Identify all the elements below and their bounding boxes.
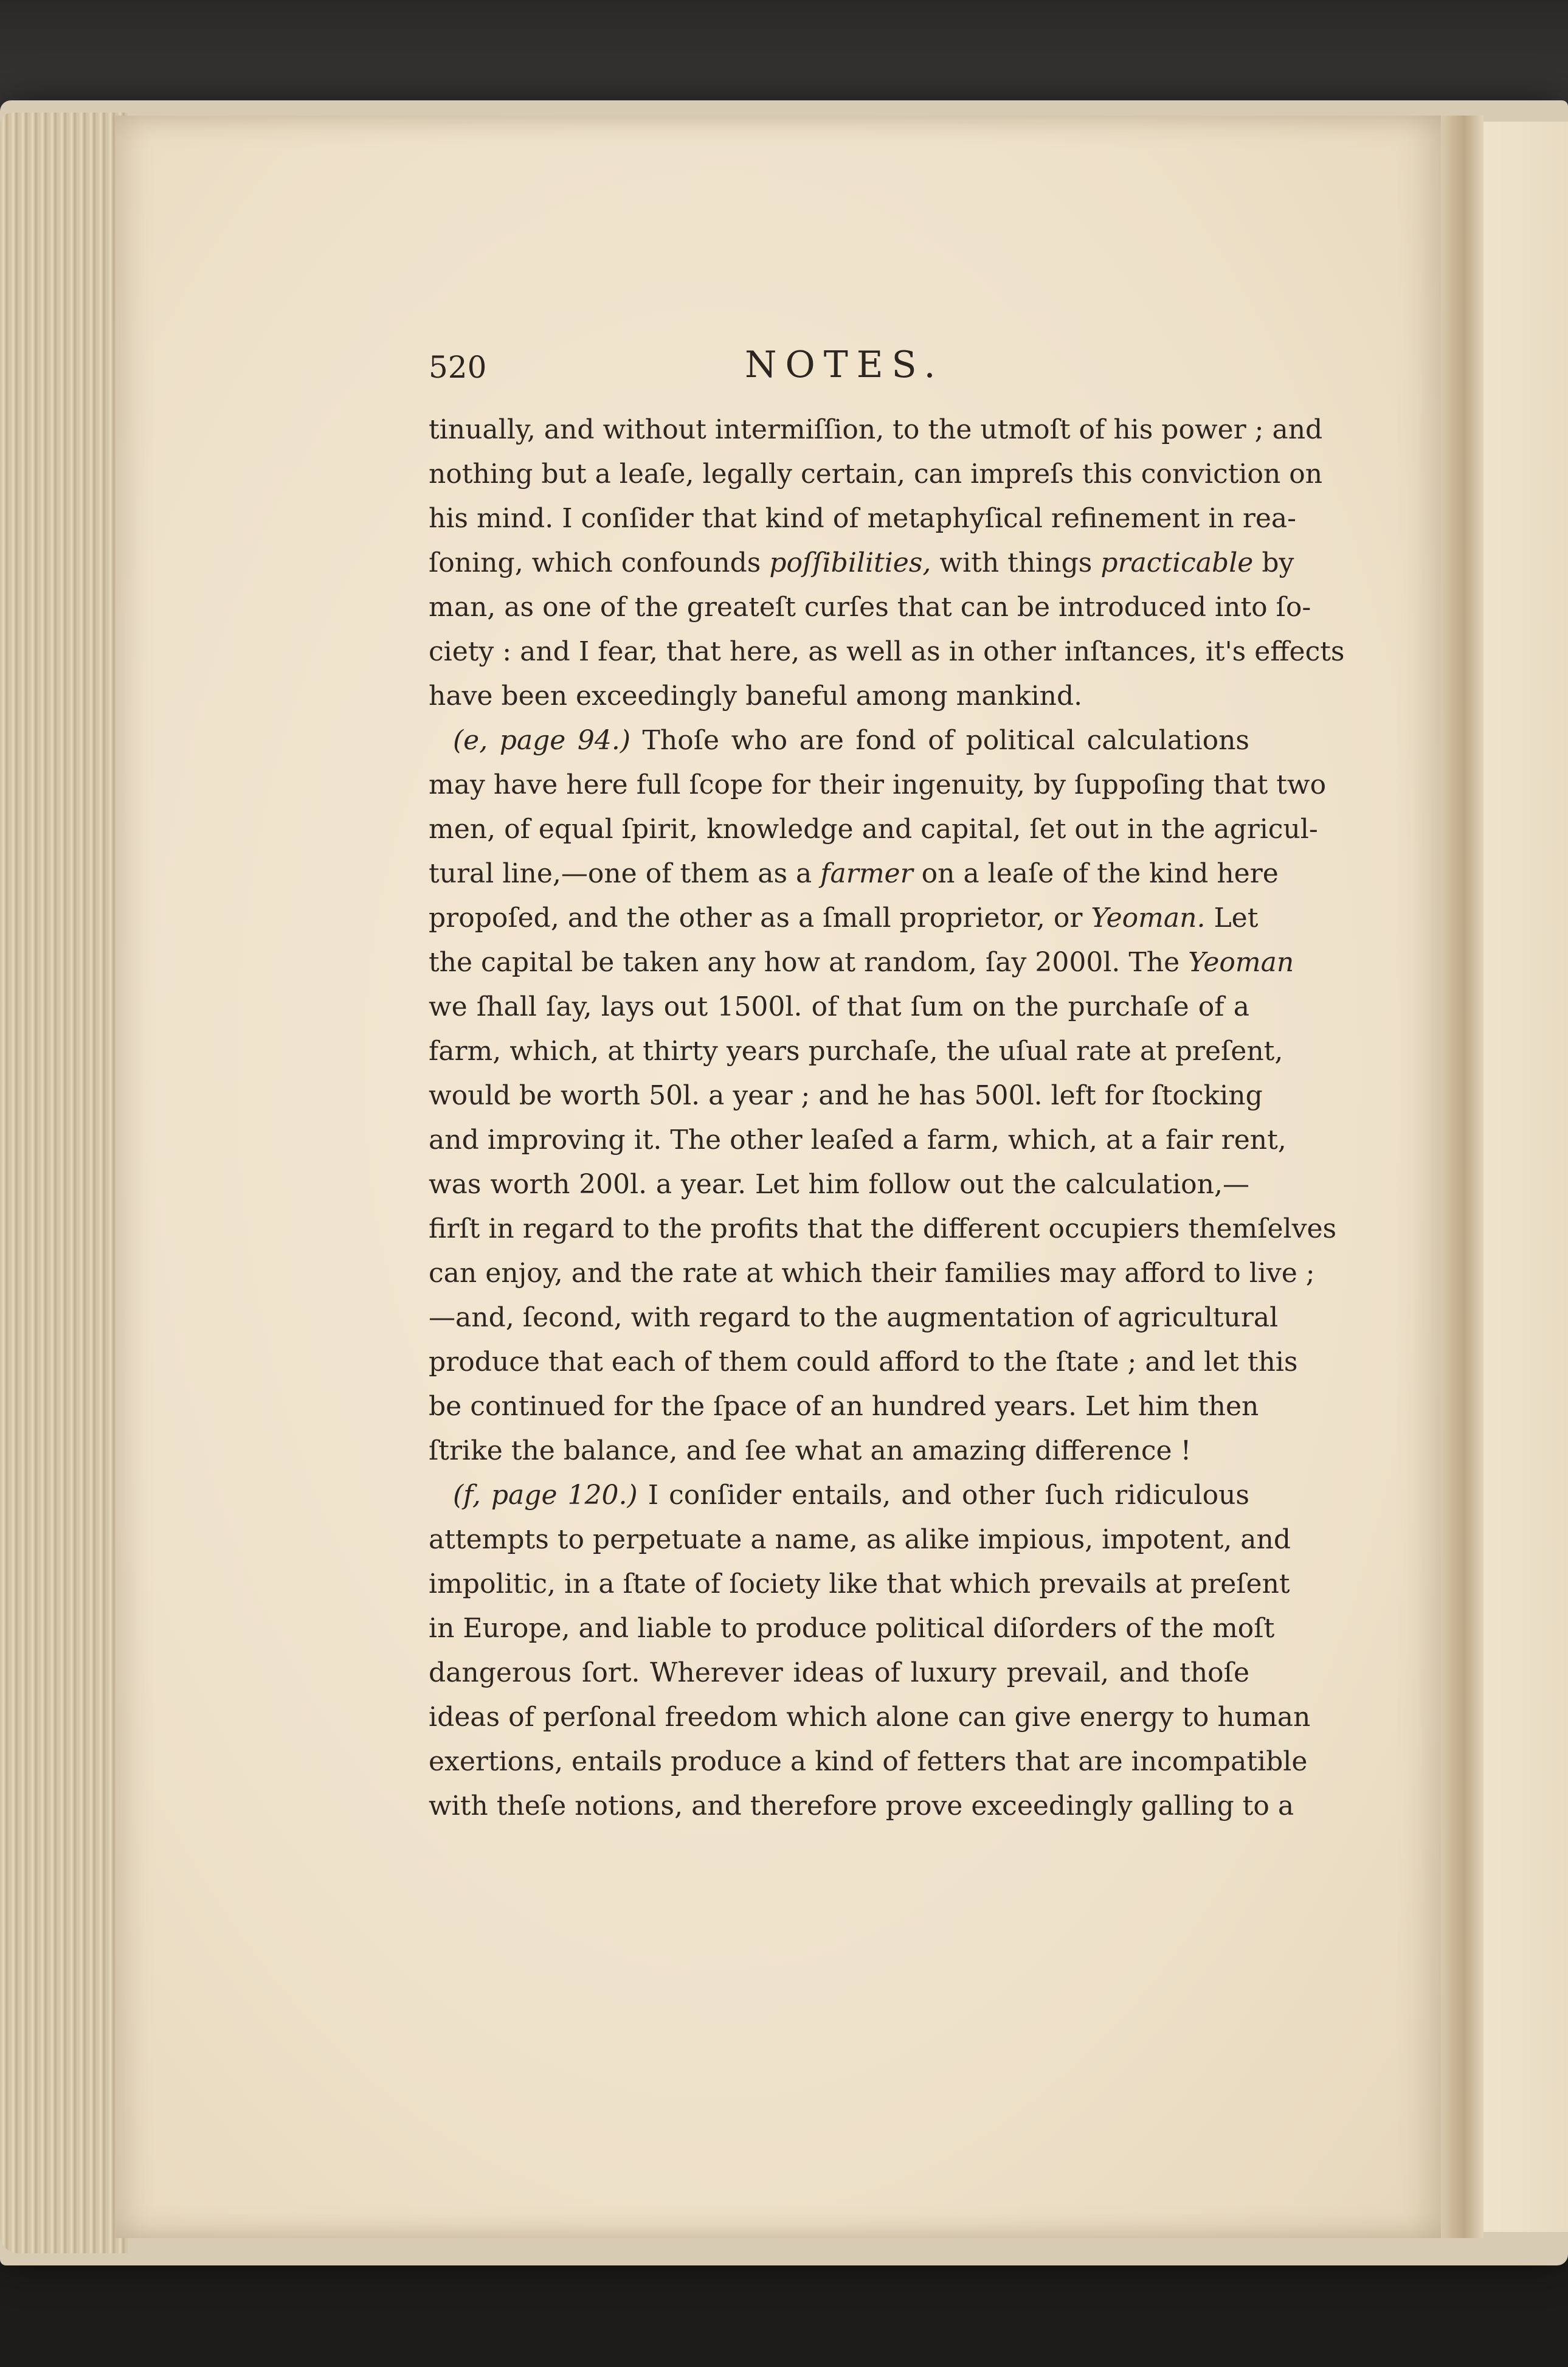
text-line xyxy=(429,851,1279,896)
text-line: be continued for the ſpace of an hundred years. Let him then xyxy=(429,1391,1259,1422)
text-line: ſtrike the balance, and ſee what an amazing difference ! xyxy=(429,1435,1192,1466)
facing-page xyxy=(1483,122,1568,2232)
text-span: ſoning, which confounds xyxy=(429,547,761,578)
text-line: —and, ſecond, with regard to the augmentation of agricultural xyxy=(429,1302,1279,1333)
text-line: firſt in regard to the profits that the different occupiers themſelves xyxy=(429,1213,1337,1244)
text-line: attempts to perpetuate a name, as alike impious, impotent, and xyxy=(429,1524,1291,1555)
text-span: Let xyxy=(1214,903,1259,934)
italic-word: practicable xyxy=(1100,547,1254,578)
text-line xyxy=(429,541,1294,585)
text-span: Thoſe who are fond of political calculations xyxy=(642,725,1249,756)
page-header xyxy=(429,344,1249,398)
text-line: exertions, entails produce a kind of fetters that are incompatible xyxy=(429,1746,1308,1777)
text-line: may have here full ſcope for their ingenuity, by ſuppoſing that two xyxy=(429,769,1327,800)
italic-word: poſſibilities, xyxy=(769,547,931,578)
text-line: in Europe, and liable to produce political diſorders of the moſt xyxy=(429,1613,1275,1644)
italic-word: farmer xyxy=(820,858,913,889)
text-line: dangerous ſort. Wherever ideas of luxury prevail, and thoſe xyxy=(429,1657,1249,1688)
text-line: tinually, and without intermiſſion, to the utmoſt of his power ; and xyxy=(429,414,1323,445)
italic-word: Yeoman. xyxy=(1091,903,1206,934)
running-head: NOTES. xyxy=(745,344,944,386)
text-block xyxy=(429,407,1345,1828)
text-span: on a leaſe of the kind here xyxy=(921,858,1279,889)
text-line: his mind. I conſider that kind of metaphyſical refinement in rea- xyxy=(429,503,1297,534)
text-span: with things xyxy=(939,547,1093,578)
note-reference: (e, page 94.) xyxy=(453,725,630,756)
text-line: we ſhall ſay, lays out 1500l. of that ſum on the purchaſe of a xyxy=(429,991,1249,1022)
text-span: tural line,—one of them as a xyxy=(429,858,812,889)
page-edges xyxy=(0,113,128,2253)
text-line: can enjoy, and the rate at which their families may afford to live ; xyxy=(429,1258,1315,1289)
text-line xyxy=(429,896,1259,940)
book-gutter xyxy=(1441,116,1483,2238)
text-line: farm, which, at thirty years purchaſe, the uſual rate at preſent, xyxy=(429,1036,1283,1067)
text-line: have been exceedingly baneful among mankind. xyxy=(429,681,1083,712)
text-line: would be worth 50l. a year ; and he has 500l. left for ſtocking xyxy=(429,1080,1263,1111)
note-reference: (f, page 120.) xyxy=(453,1480,638,1511)
text-span: by xyxy=(1262,547,1294,578)
text-line xyxy=(429,1473,1249,1517)
text-span: propoſed, and the other as a ſmall proprietor, or xyxy=(429,903,1083,934)
text-line: men, of equal ſpirit, knowledge and capital, ſet out in the agricul- xyxy=(429,814,1318,845)
text-line: ideas of perſonal freedom which alone can give energy to human xyxy=(429,1702,1311,1733)
text-line: ciety : and I fear, that here, as well as in other inſtances, it's effects xyxy=(429,636,1345,667)
text-span: I conſider entails, and other ſuch ridiculous xyxy=(648,1480,1249,1511)
text-line: man, as one of the greateſt curſes that can be introduced into ſo- xyxy=(429,592,1311,623)
italic-word: Yeoman xyxy=(1188,947,1294,978)
text-line xyxy=(429,940,1294,985)
text-line: was worth 200l. a year. Let him follow out the calculation,— xyxy=(429,1169,1249,1200)
text-line: with theſe notions, and therefore prove exceedingly galling to a xyxy=(429,1790,1294,1821)
text-span: the capital be taken any how at random, ſay 2000l. The xyxy=(429,947,1180,978)
text-line: produce that each of them could afford to the ſtate ; and let this xyxy=(429,1346,1298,1378)
text-line: impolitic, in a ſtate of ſociety like that which prevails at preſent xyxy=(429,1568,1290,1599)
text-line: nothing but a leaſe, legally certain, can impreſs this conviction on xyxy=(429,459,1323,490)
page-number: 520 xyxy=(429,350,487,385)
text-line xyxy=(429,718,1249,763)
text-line: and improving it. The other leaſed a farm, which, at a fair rent, xyxy=(429,1125,1287,1156)
